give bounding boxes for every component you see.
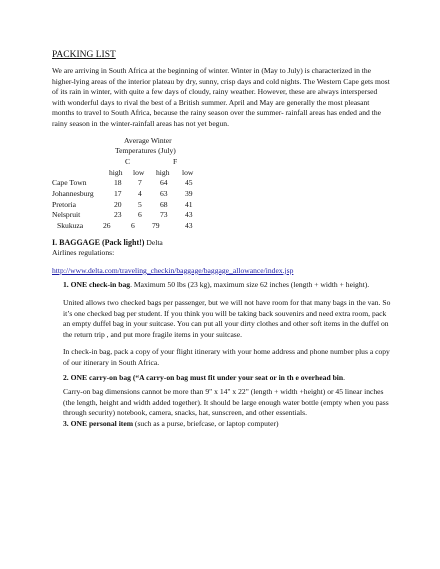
city-name: Johannesburg: [52, 189, 94, 198]
table-row: [52, 210, 392, 221]
table-row: [52, 221, 392, 232]
table-heading-line1: Average Winter: [124, 135, 172, 145]
c-low: 7: [138, 178, 142, 188]
f-low: 41: [185, 199, 193, 209]
f-low: 43: [185, 221, 193, 231]
col-high-c: high: [109, 167, 123, 177]
intro-paragraph: We are arriving in South Africa at the beginning of winter. Winter in (May to July) is characterized in the higher-lying areas of the interior plateau by dry, sunny, crisp days and cold nights. The Western Cape gets most of its rain in winter, with quite a few days of cloudy, rainy weather. However, these are always interspersed with wonderful days to rival the best of a British summer. April and May are generally the most pleasant months to travel to South Africa, because the rainy season over the summer- rainfall areas has ended and the rainy season in the winter-rainfall areas has not yet begun.: [52, 66, 390, 128]
item-carry-on-bag: [52, 373, 392, 384]
item3-detail: (such as a purse, briefcase, or laptop computer): [133, 418, 279, 428]
table-row: [52, 178, 392, 189]
city-name: Pretoria: [52, 199, 77, 209]
c-low: 4: [138, 189, 142, 198]
f-high: 73: [160, 210, 168, 220]
delta-baggage-link[interactable]: http://www.delta.com/traveling_checkin/baggage/baggage_allowance/index.jsp: [52, 265, 294, 275]
city-name: Skukuza: [57, 221, 84, 231]
page-title: PACKING LIST: [52, 50, 116, 60]
c-high: 26: [103, 221, 111, 231]
c-high: 18: [114, 178, 122, 188]
document-page: [52, 50, 392, 430]
city-name: Cape Town: [52, 178, 87, 188]
carry-on-paragraph: Carry-on bag dimensions cannot be more than 9" x 14" x 22" (length + width +height) or 45 linear inches (the length, height and width added together). It should be large enough water bottle (empty when you pass through security) notebook, camera, snacks, hat, sunscreen, and other essentials.: [63, 387, 389, 418]
checked-bags-paragraph: United allows two checked bags per passenger, but we will not have room for that many bags in the van. So it’s one checked bag per student. If you think you will be taking back souvenirs and need extra room, pack an empty duffel bag in your suitcase. You can put all your dirty clothes and other soft items in the duffel on the return trip , and put more fragile items in your suitcase.: [63, 298, 391, 339]
baggage-heading-bold: I. BAGGAGE (Pack light!): [52, 237, 145, 247]
table-row: [52, 189, 392, 200]
f-high: 79: [152, 221, 160, 231]
c-high: 23: [114, 210, 122, 220]
unit-fahrenheit: F: [173, 156, 178, 166]
item2-detail: .: [343, 372, 346, 382]
unit-celsius: C: [125, 156, 131, 166]
c-low: 6: [138, 210, 142, 220]
col-low-f: low: [182, 167, 194, 177]
f-low: 43: [185, 210, 193, 220]
table-heading-line2: Temperatures (July): [115, 146, 176, 156]
item1-label: 1. ONE check-in bag: [63, 280, 131, 290]
item-check-in-bag: [52, 280, 392, 291]
baggage-heading-rest: Delta: [144, 237, 163, 247]
baggage-heading: [52, 238, 392, 249]
c-low: 6: [131, 221, 135, 231]
col-low-c: low: [133, 167, 145, 177]
itinerary-paragraph: In check-in bag, pack a copy of your flight itinerary with your home address and phone number plus a copy of our itinerary in South Africa.: [63, 347, 390, 367]
temperature-table: [52, 136, 392, 232]
airlines-regulations: Airlines regulations:: [52, 248, 115, 258]
f-high: 68: [160, 199, 168, 209]
c-high: 17: [114, 189, 122, 198]
c-low: 5: [138, 199, 142, 209]
c-high: 20: [114, 199, 122, 209]
f-high: 64: [160, 178, 168, 188]
f-low: 39: [185, 189, 193, 198]
f-high: 63: [160, 189, 168, 198]
table-row: [52, 200, 392, 211]
item3-label: 3. ONE personal item: [63, 418, 134, 428]
f-low: 45: [185, 178, 193, 188]
item2-label: 2. ONE carry-on bag (“A carry-on bag must fit under your seat or in th e overhead bin: [63, 372, 344, 382]
item-personal: [52, 419, 392, 430]
item1-detail: . Maximum 50 lbs (23 kg), maximum size 62 inches (length + width + height).: [130, 280, 370, 290]
city-name: Nelspruit: [52, 210, 81, 220]
col-high-f: high: [156, 167, 170, 177]
